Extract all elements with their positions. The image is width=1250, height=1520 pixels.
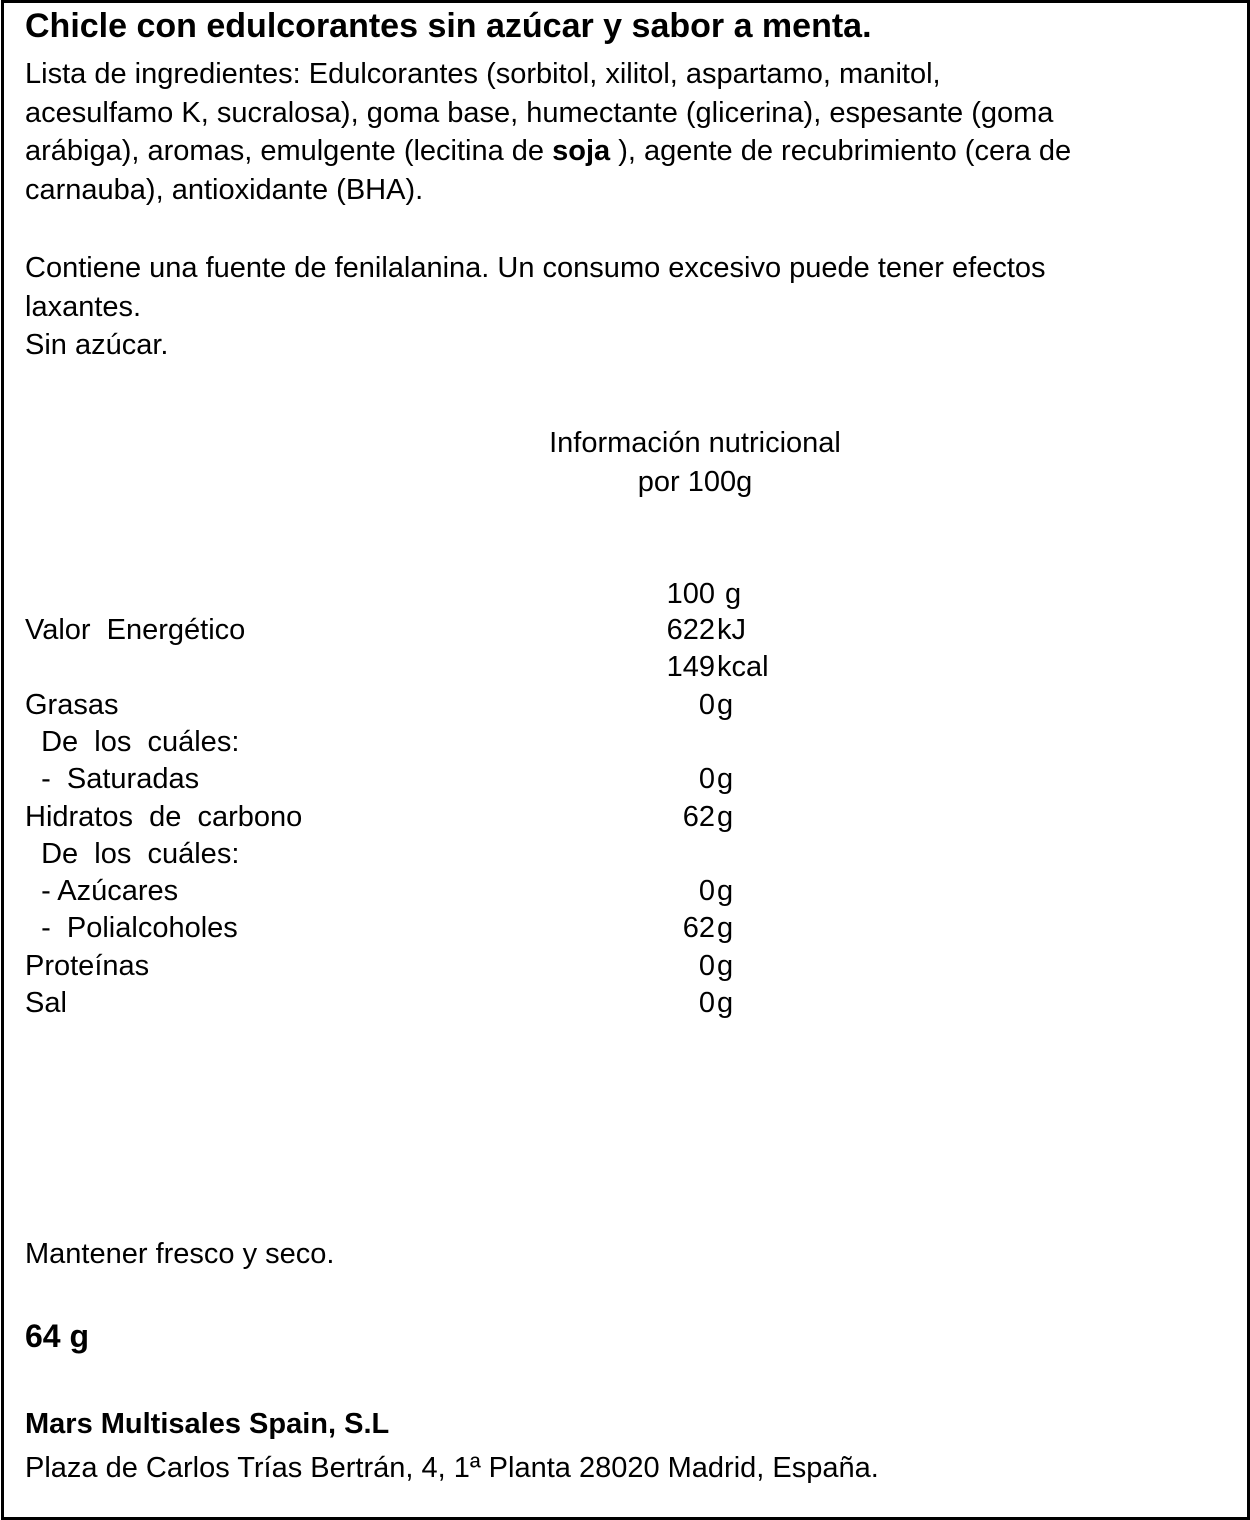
phenylalanine-warning-cont: laxantes.	[25, 290, 142, 323]
nutrient-unit: g	[717, 763, 734, 795]
nutrient-label: Grasas	[25, 689, 119, 721]
nutrient-unit: g	[717, 875, 734, 907]
nutrient-label: - Polialcoholes	[25, 912, 238, 944]
ingredients-list	[25, 55, 1205, 209]
column-header-value: 100	[666, 578, 715, 610]
warnings	[25, 249, 1205, 365]
nutrition-per: por 100g	[637, 466, 753, 498]
column-header-unit: g	[725, 578, 742, 610]
nutrient-label: De los cuáles:	[25, 838, 240, 870]
nutrient-label: Hidratos de carbono	[25, 801, 303, 833]
nutrient-label: De los cuáles:	[25, 726, 240, 758]
nutrient-value: 62	[682, 801, 715, 833]
sugar-free-claim: Sin azúcar.	[25, 329, 169, 361]
nutrition-title: Información nutricional	[549, 427, 841, 459]
company-name: Mars Multisales Spain, S.L	[25, 1408, 390, 1440]
nutrient-unit: g	[717, 950, 734, 982]
nutrient-unit: kcal	[717, 651, 769, 683]
nutrient-unit: g	[717, 912, 734, 944]
nutrient-label: - Azúcares	[25, 875, 179, 907]
company-address: Plaza de Carlos Trías Bertrán, 4, 1ª Planta 28020 Madrid, España.	[25, 1452, 879, 1484]
nutrient-label: Valor Energético	[25, 614, 246, 646]
ingredients-text: arábiga), aromas, emulgente (lecitina de	[25, 135, 553, 167]
nutrient-value: 0	[698, 763, 715, 795]
nutrient-value: 622	[666, 614, 715, 646]
ingredients-line	[25, 132, 1205, 171]
nutrient-label: Proteínas	[25, 950, 150, 982]
nutrient-value: 0	[698, 950, 715, 982]
product-title: Chicle con edulcorantes sin azúcar y sabor a menta.	[25, 7, 872, 45]
nutrient-value: 0	[698, 987, 715, 1019]
ingredients-line: carnauba), antioxidante (BHA).	[25, 173, 424, 206]
nutrition-heading	[470, 424, 920, 502]
nutrient-value: 0	[698, 689, 715, 721]
nutrient-value: 149	[666, 651, 715, 683]
nutrient-value: 62	[682, 912, 715, 944]
nutrient-label: - Saturadas	[25, 763, 200, 795]
ingredients-line: Lista de ingredientes: Edulcorantes (sorbitol, xilitol, aspartamo, manitol,	[25, 58, 941, 90]
nutrient-unit: kJ	[717, 614, 746, 646]
nutrient-value: 0	[698, 875, 715, 907]
phenylalanine-warning: Contiene una fuente de fenilalanina. Un consumo excesivo puede tener efectos	[25, 252, 1046, 284]
allergen-soja: soja	[552, 135, 611, 167]
ingredients-line: acesulfamo K, sucralosa), goma base, humectante (glicerina), espesante (goma	[25, 96, 1054, 129]
storage-instructions: Mantener fresco y seco.	[25, 1238, 335, 1270]
nutrient-label: Sal	[25, 987, 67, 1019]
ingredients-text: ), agente de recubrimiento (cera de	[610, 135, 1072, 167]
nutrient-unit: g	[717, 987, 734, 1019]
nutrient-unit: g	[717, 689, 734, 721]
net-weight: 64 g	[25, 1318, 90, 1354]
nutrient-unit: g	[717, 801, 734, 833]
